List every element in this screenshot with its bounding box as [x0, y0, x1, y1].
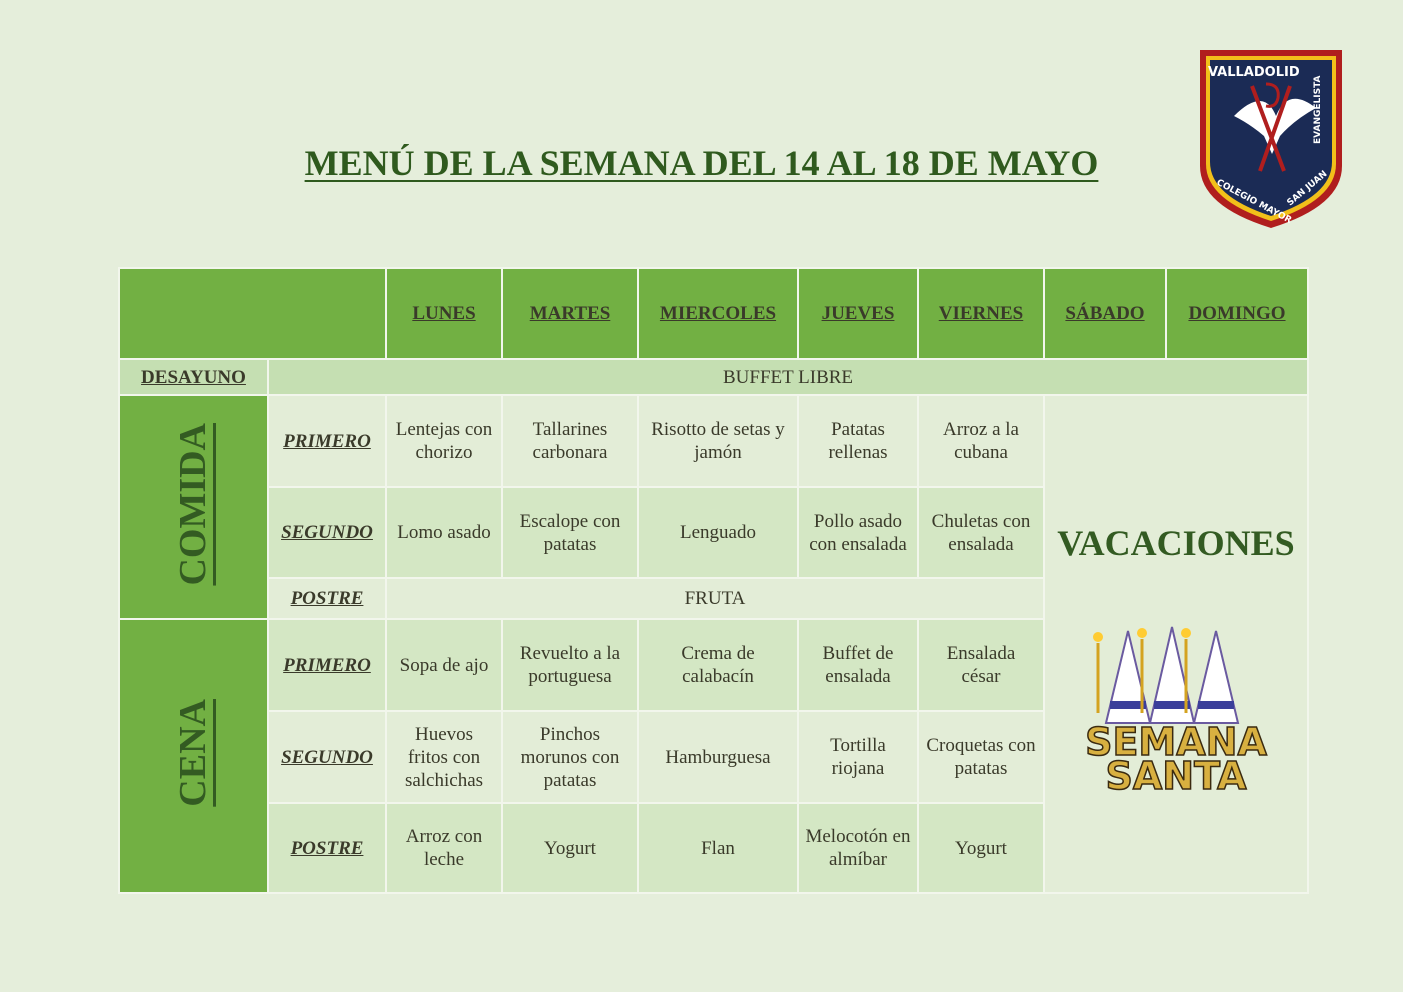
day-header-martes: MARTES — [502, 268, 638, 359]
weekend-vacaciones-cell — [1044, 395, 1308, 893]
day-header-sabado: SÁBADO — [1044, 268, 1166, 359]
comida-segundo-lunes: Lomo asado — [386, 487, 502, 578]
cena-postre-miercoles: Flan — [638, 803, 798, 893]
svg-text:SAN JUAN: SAN JUAN — [1285, 169, 1330, 209]
cena-segundo-label: SEGUNDO — [268, 711, 386, 803]
day-header-jueves: JUEVES — [798, 268, 918, 359]
comida-section-label: COMIDA — [119, 395, 268, 619]
desayuno-value: BUFFET LIBRE — [268, 359, 1308, 395]
day-header-miercoles: MIERCOLES — [638, 268, 798, 359]
day-header-domingo: DOMINGO — [1166, 268, 1308, 359]
comida-segundo-viernes: Chuletas con ensalada — [918, 487, 1044, 578]
comida-primero-martes: Tallarines carbonara — [502, 395, 638, 487]
comida-postre-label: POSTRE — [268, 578, 386, 619]
college-crest-logo — [1194, 46, 1348, 232]
cena-segundo-lunes: Huevos fritos con salchichas — [386, 711, 502, 803]
cena-primero-viernes: Ensalada césar — [918, 619, 1044, 711]
comida-primero-lunes: Lentejas con chorizo — [386, 395, 502, 487]
svg-text:SANTA: SANTA — [1105, 754, 1247, 793]
svg-text:EVANGELISTA: EVANGELISTA — [1313, 75, 1323, 144]
cena-segundo-jueves: Tortilla riojana — [798, 711, 918, 803]
comida-primero-miercoles: Risotto de setas y jamón — [638, 395, 798, 487]
cena-segundo-viernes: Croquetas con patatas — [918, 711, 1044, 803]
cena-postre-martes: Yogurt — [502, 803, 638, 893]
svg-text:VALLADOLID: VALLADOLID — [1208, 65, 1300, 80]
comida-postre-value: FRUTA — [386, 578, 1044, 619]
svg-text:COLEGIO MAYOR: COLEGIO MAYOR — [1214, 177, 1294, 226]
cena-postre-label: POSTRE — [268, 803, 386, 893]
cena-postre-viernes: Yogurt — [918, 803, 1044, 893]
weekly-menu-table — [118, 267, 1309, 894]
comida-segundo-jueves: Pollo asado con ensalada — [798, 487, 918, 578]
page-title: MENÚ DE LA SEMANA DEL 14 AL 18 DE MAYO — [304, 143, 1099, 183]
comida-segundo-miercoles: Lenguado — [638, 487, 798, 578]
cena-primero-miercoles: Crema de calabacín — [638, 619, 798, 711]
comida-segundo-label: SEGUNDO — [268, 487, 386, 578]
cena-section-label: CENA — [119, 619, 268, 893]
cena-segundo-martes: Pinchos morunos con patatas — [502, 711, 638, 803]
comida-primero-jueves: Patatas rellenas — [798, 395, 918, 487]
cena-primero-label: PRIMERO — [268, 619, 386, 711]
day-header-lunes: LUNES — [386, 268, 502, 359]
semana-santa-badge — [1076, 613, 1276, 793]
day-header-viernes: VIERNES — [918, 268, 1044, 359]
desayuno-label: DESAYUNO — [119, 359, 268, 395]
corner-header-cell — [119, 268, 386, 359]
cena-primero-jueves: Buffet de ensalada — [798, 619, 918, 711]
cena-postre-lunes: Arroz con leche — [386, 803, 502, 893]
comida-primero-label: PRIMERO — [268, 395, 386, 487]
comida-primero-viernes: Arroz a la cubana — [918, 395, 1044, 487]
cena-segundo-miercoles: Hamburguesa — [638, 711, 798, 803]
cena-primero-martes: Revuelto a la portuguesa — [502, 619, 638, 711]
comida-segundo-martes: Escalope con patatas — [502, 487, 638, 578]
vacaciones-label: VACACIONES — [1057, 523, 1295, 563]
svg-text:SEMANA: SEMANA — [1085, 720, 1267, 764]
cena-postre-jueves: Melocotón en almíbar — [798, 803, 918, 893]
cena-primero-lunes: Sopa de ajo — [386, 619, 502, 711]
